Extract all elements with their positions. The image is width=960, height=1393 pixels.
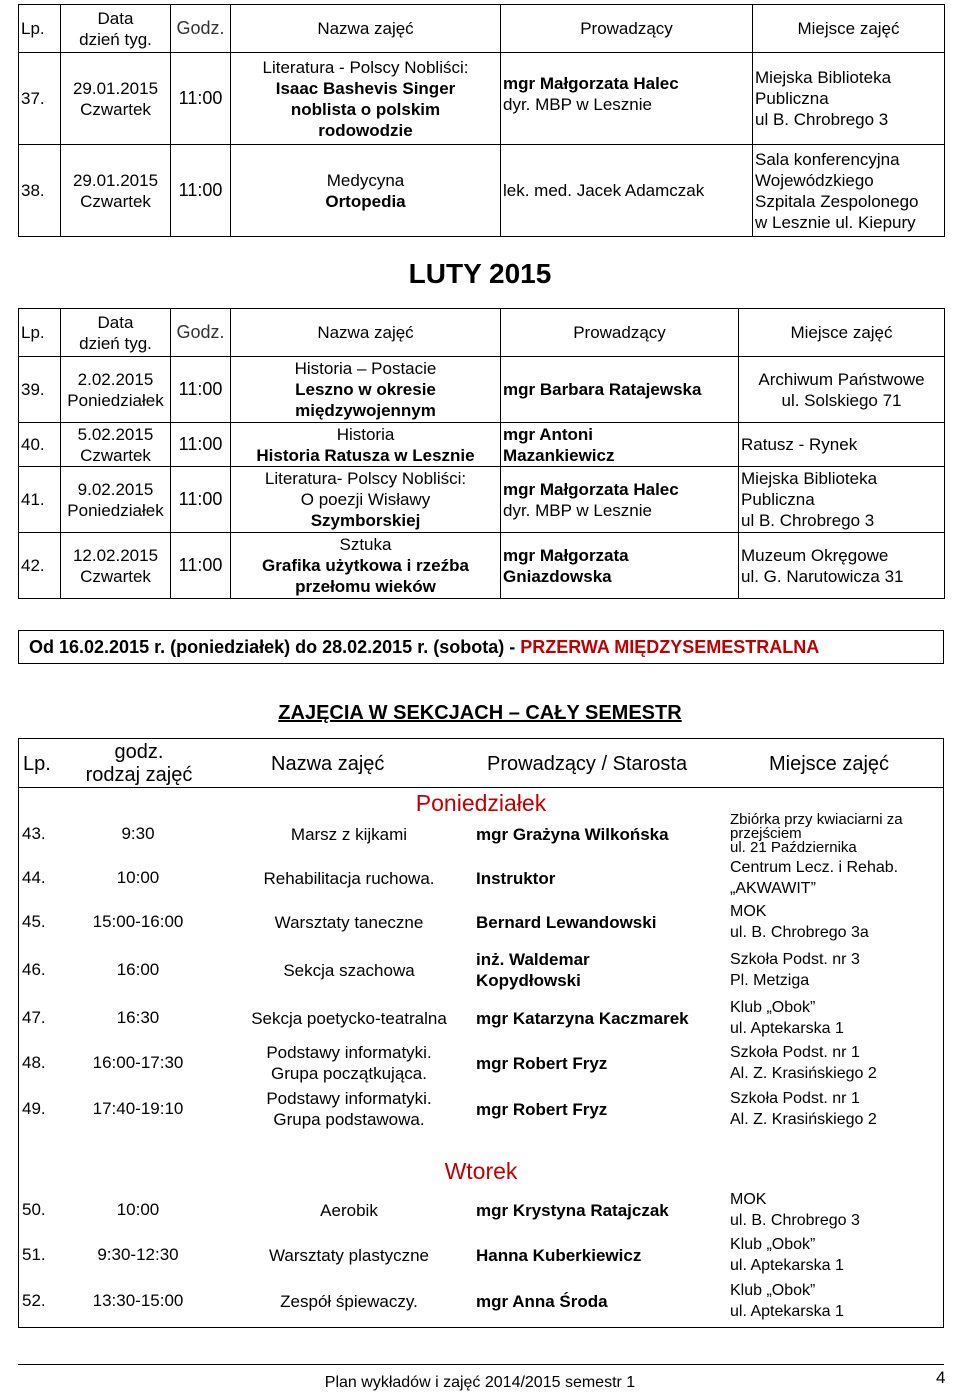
table-row [19, 533, 945, 599]
row-time: 11:00 [171, 533, 231, 599]
row-place [730, 856, 942, 900]
row-lecturer [476, 996, 736, 1040]
text-line: mgr Robert Fryz [476, 1099, 608, 1119]
text-line: Rehabilitacja ruchowa. [263, 868, 435, 888]
text-line: Zespół śpiewaczy. [280, 1291, 418, 1311]
row-date: 9.02.2015 Poniedziałek [61, 467, 171, 533]
table-row [18, 1278, 944, 1324]
row-place [730, 1040, 942, 1086]
text-line: Klub „Obok” [730, 1282, 816, 1299]
row-lecturer [476, 1188, 736, 1232]
header-lp: Lp. [19, 309, 61, 357]
header-name: Nazwa zajęć [271, 753, 385, 775]
table-row [18, 1188, 944, 1232]
row-name [214, 900, 484, 944]
text-line: ul. Aptekarska 1 [730, 1020, 844, 1037]
header-time: Godz. [171, 5, 231, 53]
row-time: 16:00-17:30 [92, 1053, 184, 1072]
row-time: 16:00 [116, 960, 160, 979]
row-lecturer [476, 1278, 736, 1324]
row-time: 17:40-19:10 [92, 1099, 184, 1118]
text-line: ul. Aptekarska 1 [730, 1303, 844, 1320]
row-date: 29.01.2015 Czwartek [61, 53, 171, 145]
row-lp: 48. [22, 1053, 46, 1072]
schedule-table-february [18, 308, 945, 599]
table-row [18, 1232, 944, 1278]
text-line: mgr Katarzyna Kaczmarek [476, 1008, 689, 1028]
row-name [214, 996, 484, 1040]
row-time: 11:00 [171, 467, 231, 533]
row-time: 11:00 [171, 53, 231, 145]
table-row [19, 467, 945, 533]
row-lp: 42. [19, 533, 61, 599]
row-place: Muzeum Okręgowe ul. G. Narutowicza 31 [739, 533, 945, 599]
text-line: Grupa podstawowa. [273, 1110, 425, 1129]
break-note-text: Od 16.02.2015 r. (poniedziałek) do 28.02.2015 r. (sobota) - [29, 637, 521, 657]
month-title: LUTY 2015 [408, 258, 552, 289]
row-lecturer [476, 944, 736, 996]
row-time: 9:30 [121, 824, 155, 843]
text-line: MOK [730, 903, 767, 920]
row-place [730, 1086, 942, 1132]
header-lecturer: Prowadzący / Starosta [487, 753, 688, 775]
text-line: ul. B. Chrobrego 3a [730, 924, 869, 941]
text-line: mgr Grażyna Wilkońska [476, 824, 669, 844]
row-lp: 40. [19, 423, 61, 467]
row-place: Miejska Biblioteka Publiczna ul B. Chrobrego 3 [739, 467, 945, 533]
text-line: Sekcja poetycko-teatralna [251, 1008, 447, 1028]
text-line: mgr Robert Fryz [476, 1053, 608, 1073]
text-line: Aerobik [320, 1200, 378, 1220]
row-time: 15:00-16:00 [92, 912, 184, 931]
row-lp: 39. [19, 357, 61, 423]
row-lecturer [476, 856, 736, 900]
row-name [214, 1188, 484, 1232]
header-lp: Lp. [19, 5, 61, 53]
break-note-highlight: PRZERWA MIĘDZYSEMESTRALNA [520, 637, 820, 657]
row-place [730, 996, 942, 1040]
row-lecturer [476, 1086, 736, 1132]
header-date: Data dzień tyg. [61, 309, 171, 357]
row-place: Miejska Biblioteka Publiczna ul B. Chrobrego 3 [753, 53, 945, 145]
row-name [214, 944, 484, 996]
break-note [18, 630, 944, 664]
row-lp: 52. [22, 1291, 46, 1310]
text-line: Warsztaty plastyczne [269, 1245, 429, 1265]
row-name [214, 856, 484, 900]
row-date: 2.02.2015 Poniedziałek [61, 357, 171, 423]
row-name [214, 1232, 484, 1278]
row-lp: 49. [22, 1099, 46, 1118]
row-place [730, 900, 942, 944]
row-name [214, 1278, 484, 1324]
row-lecturer [476, 1040, 736, 1086]
row-place [730, 1188, 942, 1232]
text-line: Hanna Kuberkiewicz [476, 1245, 642, 1265]
row-place [730, 812, 942, 856]
row-place [730, 1278, 942, 1324]
text-line: Podstawy informatyki. [266, 1089, 432, 1108]
row-lecturer [476, 900, 736, 944]
text-line: Sekcja szachowa [283, 960, 415, 980]
text-line: mgr Krystyna Ratajczak [476, 1200, 669, 1220]
text-line: Al. Z. Krasińskiego 2 [730, 1111, 877, 1128]
header-name: Nazwa zajęć [231, 5, 501, 53]
table-row [18, 900, 944, 944]
table-row [18, 944, 944, 996]
row-name [214, 1040, 484, 1086]
text-line: ul. 21 Października [730, 839, 857, 856]
row-lp: 51. [22, 1245, 46, 1264]
row-lecturer: mgr Antoni Mazankiewicz [501, 423, 739, 467]
text-line: ul. Aptekarska 1 [730, 1257, 844, 1274]
text-line: „AKWAWIT” [730, 880, 816, 897]
row-name [214, 1086, 484, 1132]
table-row [18, 996, 944, 1040]
table-row [18, 812, 944, 856]
text-line: przejściem [730, 825, 802, 842]
row-lecturer [476, 1232, 736, 1278]
schedule-table-january [18, 4, 945, 237]
row-place: Archiwum Państwowe ul. Solskiego 71 [739, 357, 945, 423]
row-lecturer: mgr Małgorzata Halec dyr. MBP w Lesznie [501, 467, 739, 533]
row-lp: 37. [19, 53, 61, 145]
sections-title: ZAJĘCIA W SEKCJACH – CAŁY SEMESTR [278, 702, 682, 724]
table-row [18, 856, 944, 900]
text-line: Szkoła Podst. nr 3 [730, 951, 860, 968]
text-line: Klub „Obok” [730, 999, 816, 1016]
row-time: 13:30-15:00 [92, 1291, 184, 1310]
row-place [730, 1232, 942, 1278]
row-time: 10:00 [116, 868, 160, 887]
row-lecturer [476, 812, 736, 856]
text-line: mgr Anna Środa [476, 1291, 608, 1311]
table-row [19, 53, 945, 145]
header-name: Nazwa zajęć [231, 309, 501, 357]
row-lp: 47. [22, 1008, 46, 1027]
table-row [19, 423, 945, 467]
text-line: Centrum Lecz. i Rehab. [730, 859, 899, 876]
table-row [19, 145, 945, 237]
row-time: 9:30-12:30 [97, 1245, 179, 1264]
row-lecturer: mgr Barbara Ratajewska [501, 357, 739, 423]
text-line: Klub „Obok” [730, 1236, 816, 1253]
text-line: Instruktor [476, 868, 556, 888]
text-line: Kopydłowski [476, 971, 581, 990]
row-lecturer: mgr Małgorzata Halec dyr. MBP w Lesznie [501, 53, 753, 145]
text-line: Podstawy informatyki. [266, 1043, 432, 1062]
row-lp: 45. [22, 912, 46, 931]
row-lecturer: mgr Małgorzata Gniazdowska [501, 533, 739, 599]
table-row [18, 1086, 944, 1132]
text-line: inż. Waldemar [476, 950, 590, 969]
row-place: Ratusz - Rynek [739, 423, 945, 467]
table-row [19, 357, 945, 423]
text-line: Pl. Metziga [730, 972, 810, 989]
text-line: Al. Z. Krasińskiego 2 [730, 1065, 877, 1082]
header-lecturer: Prowadzący [501, 5, 753, 53]
text-line: Grupa początkująca. [271, 1064, 427, 1083]
header-place: Miejsce zajęć [753, 5, 945, 53]
text-line: Szkoła Podst. nr 1 [730, 1090, 860, 1107]
row-name [214, 812, 484, 856]
header-divider [19, 787, 943, 788]
row-lecturer: lek. med. Jacek Adamczak [501, 145, 753, 237]
row-date: 12.02.2015 Czwartek [61, 533, 171, 599]
text-line: MOK [730, 1191, 767, 1208]
header-place: Miejsce zajęć [739, 309, 945, 357]
header-time: godz. rodzaj zajęć [85, 741, 193, 786]
header-time: Godz. [171, 309, 231, 357]
row-name: Medycyna Ortopedia [231, 145, 501, 237]
day-label-tuesday: Wtorek [444, 1158, 518, 1184]
row-date: 5.02.2015 Czwartek [61, 423, 171, 467]
text-line: Warsztaty taneczne [274, 912, 424, 932]
page-number: 4 [936, 1368, 946, 1387]
row-lp: 41. [19, 467, 61, 533]
footer-text: Plan wykładów i zajęć 2014/2015 semestr 1 [324, 1374, 636, 1391]
table-row [18, 1040, 944, 1086]
header-lecturer: Prowadzący [501, 309, 739, 357]
row-lp: 44. [22, 868, 46, 887]
row-lp: 50. [22, 1200, 46, 1219]
row-time: 11:00 [171, 145, 231, 237]
day-label-monday: Poniedziałek [415, 790, 547, 816]
row-name: Sztuka Grafika użytkowa i rzeźba przełomu wieków [231, 533, 501, 599]
row-name: Literatura- Polscy Nobliści: O poezji Wisławy Szymborskiej [231, 467, 501, 533]
row-name: Literatura - Polscy Nobliści: Isaac Bashevis Singer noblista o polskim rodowodzie [231, 53, 501, 145]
row-name: Historia – Postacie Leszno w okresie międzywojennym [231, 357, 501, 423]
header-date: Data dzień tyg. [61, 5, 171, 53]
row-time: 16:30 [116, 1008, 160, 1027]
text-line: Marsz z kijkami [290, 824, 408, 844]
text-line: ul. B. Chrobrego 3 [730, 1212, 860, 1229]
text-line: Bernard Lewandowski [476, 912, 657, 932]
row-date: 29.01.2015 Czwartek [61, 145, 171, 237]
row-lp: 38. [19, 145, 61, 237]
header-place: Miejsce zajęć [769, 753, 890, 775]
row-place: Sala konferencyjna Wojewódzkiego Szpitala Zespolonego w Lesznie ul. Kiepury [753, 145, 945, 237]
row-time: 11:00 [171, 357, 231, 423]
row-lp: 43. [22, 824, 46, 843]
row-name: Historia Historia Ratusza w Lesznie [231, 423, 501, 467]
row-time: 11:00 [171, 423, 231, 467]
text-line: Zbiórka przy kwiaciarni za [730, 811, 903, 828]
row-place [730, 944, 942, 996]
row-time: 10:00 [116, 1200, 160, 1219]
text-line: Szkoła Podst. nr 1 [730, 1044, 860, 1061]
row-lp: 46. [22, 960, 46, 979]
header-lp: Lp. [23, 753, 51, 775]
